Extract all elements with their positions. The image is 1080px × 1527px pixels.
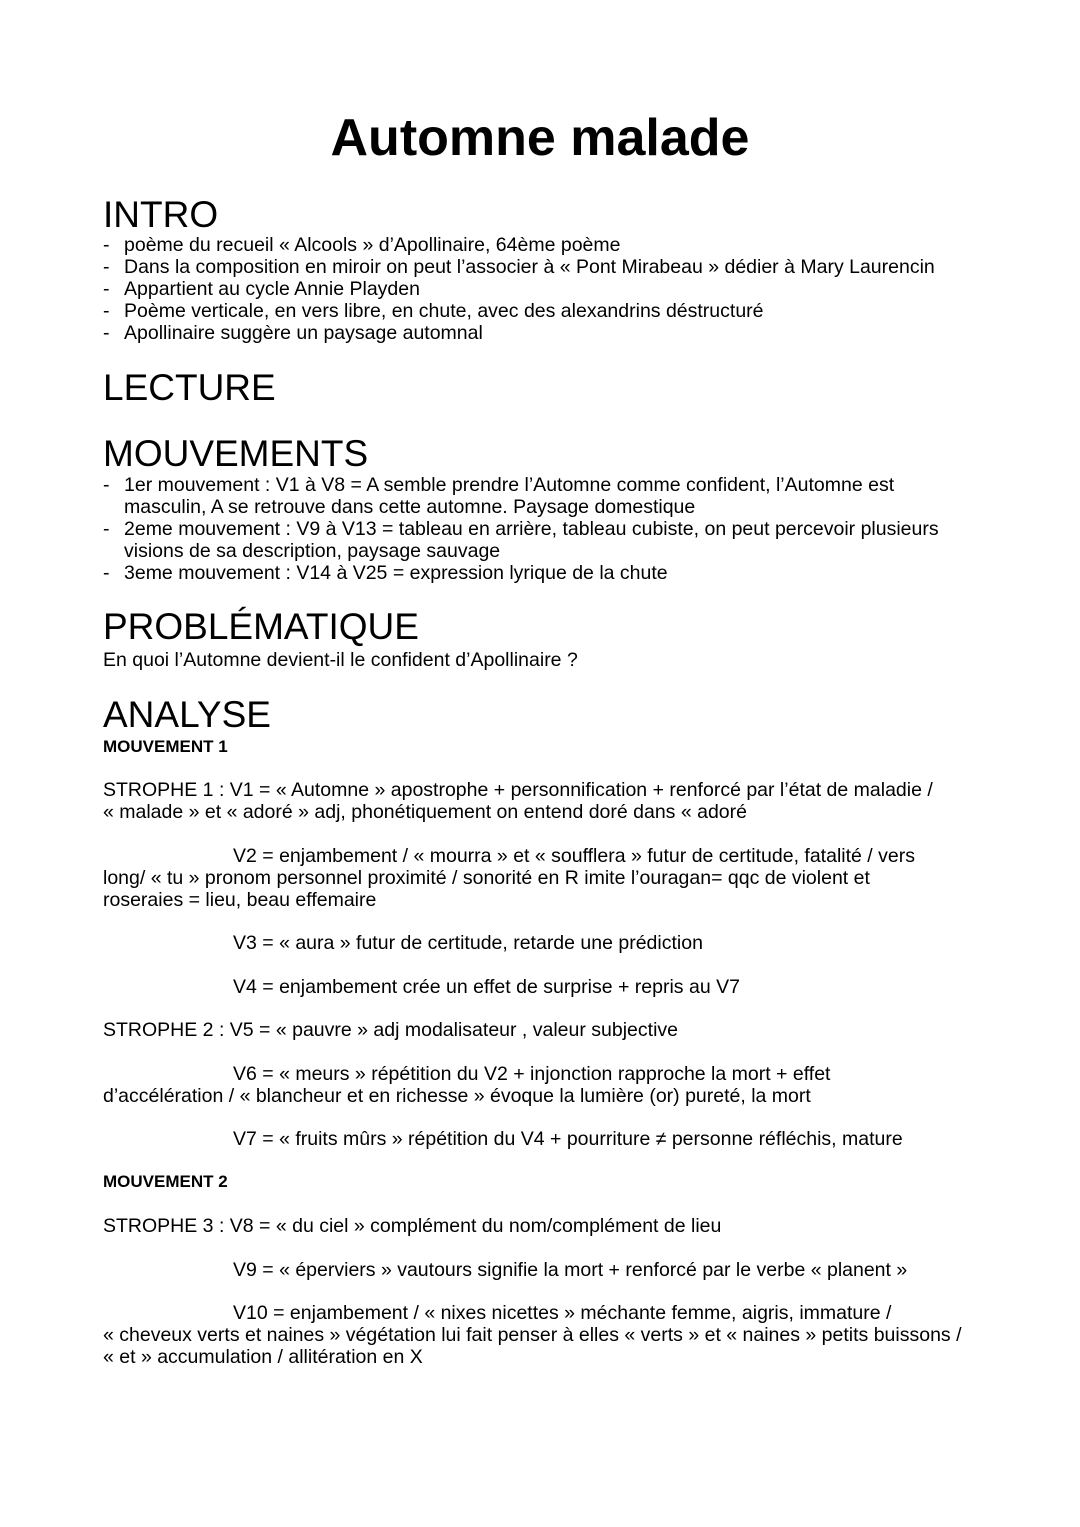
strophe-1-line: « malade » et « adoré » adj, phonétiquement on entend doré dans « adoré: [103, 801, 747, 823]
list-item-line: 3eme mouvement : V14 à V25 = expression lyrique de la chute: [124, 562, 668, 584]
v2-line: long/ « tu » pronom personnel proximité / sonorité en R imite l’ouragan= qqc de violent et: [103, 867, 870, 889]
list-item: [103, 562, 939, 584]
problematique-text: En quoi l’Automne devient-il le confident d’Apollinaire ?: [103, 649, 578, 671]
v2-line: roseraies = lieu, beau effemaire: [103, 889, 377, 911]
list-item-line: 2eme mouvement : V9 à V13 = tableau en arrière, tableau cubiste, on peut percevoir plusieurs: [124, 518, 939, 540]
v2-line: V2 = enjambement / « mourra » et « soufflera » futur de certitude, fatalité / vers: [233, 845, 915, 867]
analyse-heading: ANALYSE: [103, 694, 271, 735]
list-item: - poème du recueil « Alcools » d’Apollinaire, 64ème poème: [103, 234, 935, 256]
v3-line: V3 = « aura » futur de certitude, retarde une prédiction: [233, 932, 703, 954]
problematique-heading: PROBLÉMATIQUE: [103, 606, 419, 647]
list-item: - Appartient au cycle Annie Playden: [103, 278, 935, 300]
list-item-line: masculin, A se retrouve dans cette automne. Paysage domestique: [124, 496, 696, 518]
list-item: - Poème verticale, en vers libre, en chute, avec des alexandrins déstructuré: [103, 300, 935, 322]
intro-heading: INTRO: [103, 194, 219, 235]
v10-line: V10 = enjambement / « nixes nicettes » méchante femme, aigris, immature /: [233, 1302, 892, 1324]
strophe-2-line: STROPHE 2 : V5 = « pauvre » adj modalisateur , valeur subjective: [103, 1019, 678, 1041]
list-item: [103, 518, 939, 562]
v9-line: V9 = « éperviers » vautours signifie la mort + renforcé par le verbe « planent »: [233, 1259, 908, 1281]
list-item: [103, 474, 939, 518]
list-item-line: 1er mouvement : V1 à V8 = A semble prendre l’Automne comme confident, l’Automne est: [124, 474, 895, 496]
list-item: - Dans la composition en miroir on peut l’associer à « Pont Mirabeau » dédier à Mary Laurencin: [103, 256, 935, 278]
v10-line: « cheveux verts et naines » végétation lui fait penser à elles « verts » et « naines » petits buissons /: [103, 1324, 962, 1346]
mouvements-list: [103, 474, 939, 584]
mouvement-1-heading: MOUVEMENT 1: [103, 737, 228, 756]
intro-list: [103, 234, 935, 344]
v10-line: « et » accumulation / allitération en X: [103, 1346, 423, 1368]
mouvement-2-heading: MOUVEMENT 2: [103, 1172, 228, 1191]
v4-line: V4 = enjambement crée un effet de surprise + repris au V7: [233, 976, 740, 998]
page-title: Automne malade: [330, 109, 750, 167]
strophe-3-line: STROPHE 3 : V8 = « du ciel » complément du nom/complément de lieu: [103, 1215, 722, 1237]
mouvements-heading: MOUVEMENTS: [103, 433, 369, 474]
v7-line: V7 = « fruits mûrs » répétition du V4 + pourriture ≠ personne réfléchis, mature: [233, 1128, 903, 1150]
strophe-1-line: STROPHE 1 : V1 = « Automne » apostrophe + personnification + renforcé par l’état de maladie /: [103, 779, 933, 801]
list-item: - Apollinaire suggère un paysage automnal: [103, 322, 935, 344]
lecture-heading: LECTURE: [103, 367, 276, 408]
v6-line: d’accélération / « blancheur et en richesse » évoque la lumière (or) pureté, la mort: [103, 1085, 811, 1107]
list-item-line: visions de sa description, paysage sauvage: [124, 540, 501, 562]
v6-line: V6 = « meurs » répétition du V2 + injonction rapproche la mort + effet: [233, 1063, 831, 1085]
